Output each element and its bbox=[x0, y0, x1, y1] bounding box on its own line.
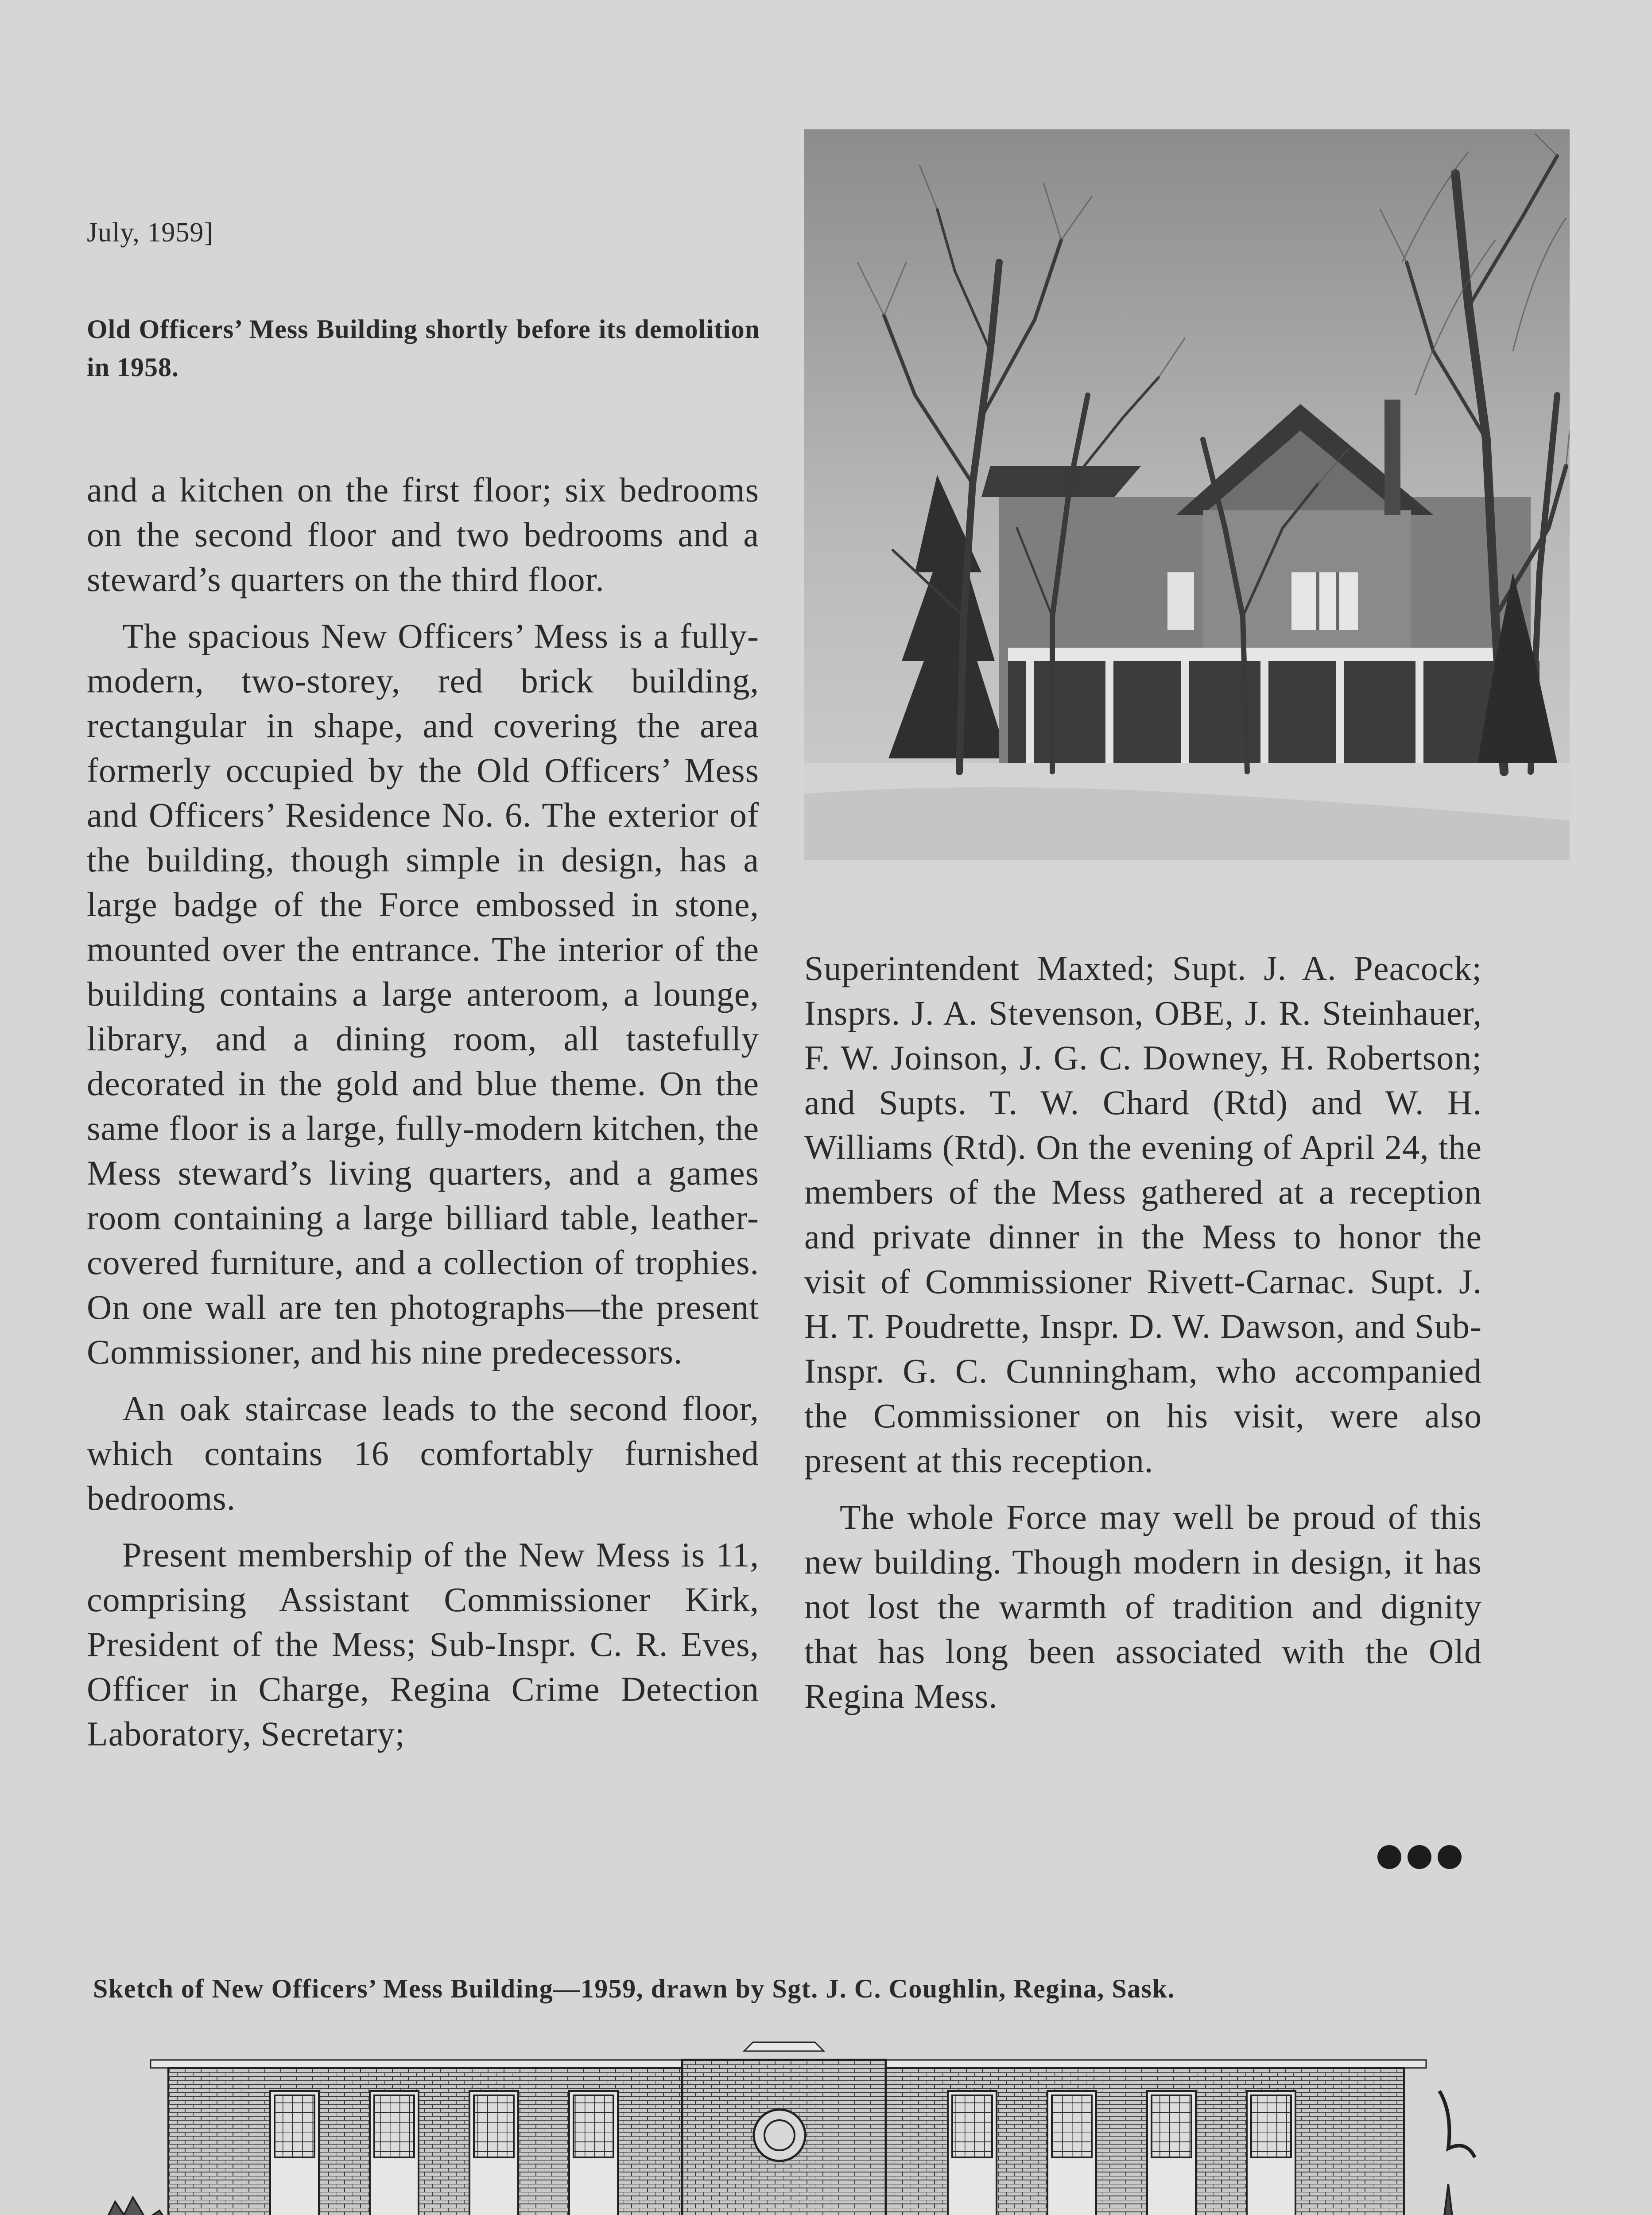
old-mess-photograph bbox=[804, 129, 1570, 860]
left-text-column bbox=[87, 467, 759, 1768]
end-of-article-dots bbox=[1377, 1845, 1468, 1876]
paragraph: Superintendent Maxted; Supt. J. A. Peacock; Insprs. J. A. Stevenson, OBE, J. R. Steinhauer, F. W. Joinson, J. G. C. Downey, H. Robertson; and Supts. T. W. Chard (Rtd) and W. H. Williams (Rtd). On the evening of April 24, the members of the Mess gathered at a reception and private dinner in the Mess to honor the visit of Commissioner Rivett-Carnac. Supt. J. H. T. Poudrette, Inspr. D. W. Dawson, and Sub-Inspr. G. C. Cunningham, who accompanied the Commissioner on his visit, were also present at this reception. bbox=[804, 949, 1482, 1480]
dot-icon bbox=[1408, 1845, 1431, 1869]
new-mess-sketch bbox=[97, 2025, 1484, 2215]
paragraph: The spacious New Officers’ Mess is a fully-modern, two-storey, red brick building, rectangular in shape, and covering the area formerly occupied by the Old Officers’ Mess and Officers’ Residence No. 6. The exterior of the building, though simple in design, has a large badge of the Force embossed in stone, mounted over the entrance. The interior of the building contains a large anteroom, a lounge, library, and a dining room, all tastefully decorated in the gold and blue theme. On the same floor is a large, fully-modern kitchen, the Mess steward’s living quarters, and a games room containing a large billiard table, leather-covered furniture, and a collection of trophies. On one wall are ten photographs—the present Commissioner, and his nine predecessors. bbox=[87, 617, 759, 1371]
dot-icon bbox=[1438, 1845, 1462, 1869]
page-date-header: July, 1959] bbox=[87, 218, 213, 248]
dot-icon bbox=[1377, 1845, 1401, 1869]
paragraph: An oak staircase leads to the second floor, which contains 16 comfortably furnished bedrooms. bbox=[87, 1389, 759, 1517]
paragraph: Present membership of the New Mess is 11, comprising Assistant Commissioner Kirk, President of the Mess; Sub-Inspr. C. R. Eves, Officer in Charge, Regina Crime Detection Laboratory, Secretary; bbox=[87, 1535, 759, 1753]
paragraph: The whole Force may well be proud of this new building. Though modern in design, it has not lost the warmth of tradition and dignity that has long been associated with the Old Regina Mess. bbox=[804, 1498, 1482, 1715]
photo-caption: Old Officers’ Mess Building shortly before its demolition in 1958. bbox=[87, 315, 760, 382]
right-text-column bbox=[804, 946, 1482, 1730]
paragraph: and a kitchen on the first floor; six bedrooms on the second floor and two bedrooms and a steward’s quarters on the third floor. bbox=[87, 470, 759, 598]
sketch-caption: Sketch of New Officers’ Mess Building—1959, drawn by Sgt. J. C. Coughlin, Regina, Sask. bbox=[93, 1974, 1175, 2003]
